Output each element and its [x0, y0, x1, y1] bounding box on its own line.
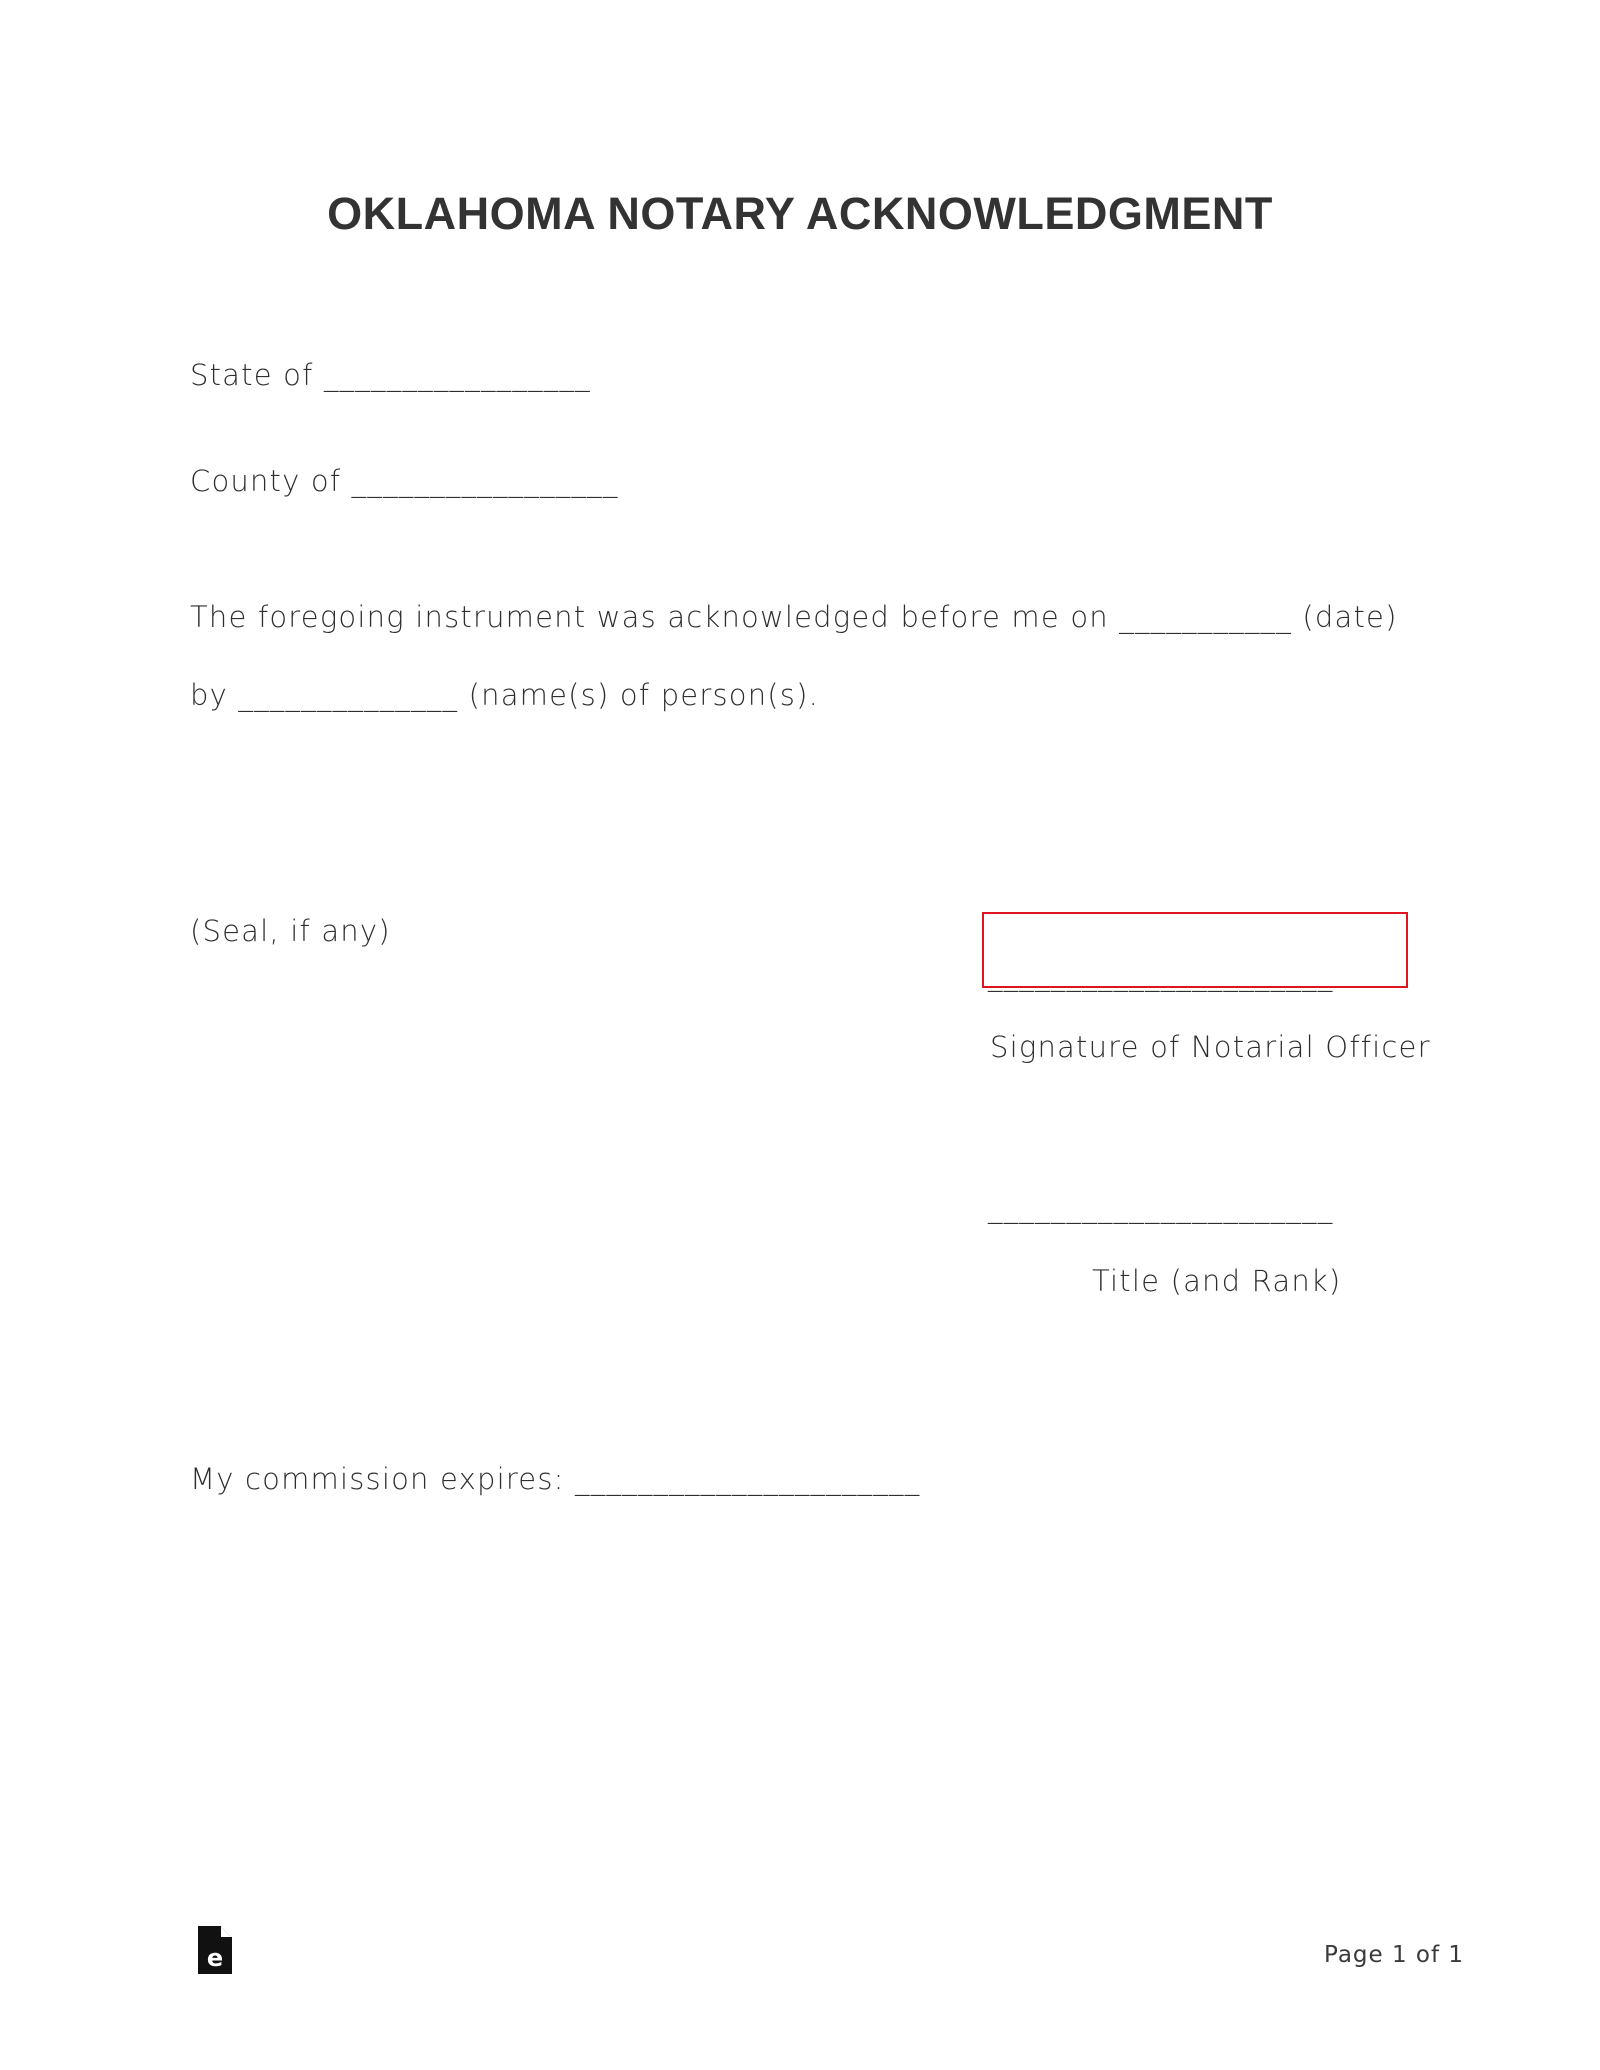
title-rank-line[interactable]: ______________________	[988, 1190, 1334, 1224]
person-names-field[interactable]: by ______________ (name(s) of person(s).	[190, 678, 820, 712]
page-indicator: Page 1 of 1	[1324, 1942, 1465, 1968]
svg-text:e: e	[206, 1944, 224, 1972]
document-e-icon	[196, 1924, 234, 1976]
state-of-field[interactable]: State of _________________	[190, 358, 591, 392]
signature-label: Signature of Notarial Officer	[990, 1030, 1431, 1064]
county-of-field[interactable]: County of _________________	[190, 464, 619, 498]
acknowledgment-date-field[interactable]: The foregoing instrument was acknowledged before me on ___________ (date)	[190, 600, 1398, 634]
title-rank-label: Title (and Rank)	[1092, 1264, 1342, 1298]
commission-expires-field[interactable]: My commission expires: ______________________	[190, 1462, 921, 1496]
signature-line[interactable]: ______________________	[988, 958, 1334, 992]
seal-label: (Seal, if any)	[190, 914, 391, 948]
document-title: OKLAHOMA NOTARY ACKNOWLEDGMENT	[327, 188, 1273, 239]
